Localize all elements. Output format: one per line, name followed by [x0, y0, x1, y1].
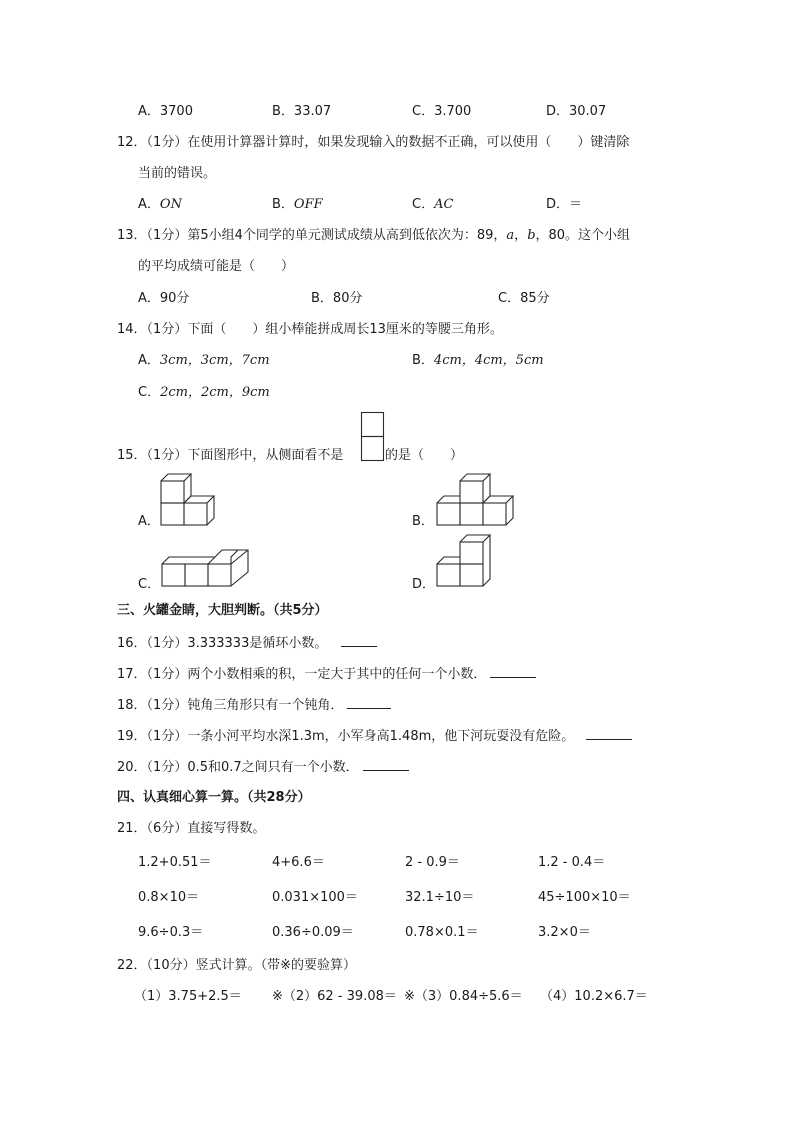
- q20-stem: 20．（1分）0.5和0.7之间只有一个小数．: [117, 758, 409, 777]
- q12-option-a: A．ON: [138, 197, 182, 212]
- q14-option-c: C．2cm，2cm，9cm: [138, 385, 270, 400]
- q16-stem: 16．（1分）3.333333是循环小数。: [117, 634, 377, 653]
- q22-item-4: （4）10.2×6.7＝: [540, 989, 648, 1004]
- q13-option-a: A．90分: [138, 291, 190, 306]
- q15-option-c-label: C．: [138, 577, 161, 592]
- q11-option-d: D．30.07: [546, 104, 607, 119]
- q22-item-3: ※（3）0.84÷5.6＝: [404, 989, 523, 1004]
- q22-item-1: （1）3.75+2.5＝: [134, 989, 242, 1004]
- q22-stem: 22．（10分）竖式计算。（带※的要验算）: [117, 958, 356, 973]
- q21-item: 0.78×0.1＝: [405, 925, 479, 940]
- q21-item: 1.2+0.51＝: [138, 855, 212, 870]
- q15-option-b-cubes: [436, 470, 516, 530]
- q12-stem-line1: 12．（1分）在使用计算器计算时，如果发现输入的数据不正确，可以使用（ ）键清除: [117, 135, 630, 150]
- q15-option-b-label: B．: [412, 514, 434, 529]
- q12-option-c: C．AC: [412, 197, 454, 212]
- q21-item: 9.6÷0.3＝: [138, 925, 204, 940]
- q21-item: 45÷100×10＝: [538, 890, 631, 905]
- q11-option-c: C．3.700: [412, 104, 472, 119]
- q15-option-d-label: D．: [412, 577, 436, 592]
- q14-stem: 14．（1分）下面（ ）组小棒能拼成周长13厘米的等腰三角形。: [117, 322, 503, 337]
- q17-answer-blank: [490, 665, 536, 678]
- q20-answer-blank: [363, 758, 409, 771]
- q21-item: 32.1÷10＝: [405, 890, 475, 905]
- q11-option-a: A．3700: [138, 104, 193, 119]
- q12-stem-line2: 当前的错误。: [138, 166, 217, 181]
- q19-stem: 19．（1分）一条小河平均水深1.3m，小军身高1.48m，他下河玩耍没有危险。: [117, 727, 632, 746]
- q21-item: 1.2 - 0.4＝: [538, 855, 606, 870]
- q21-item: 0.36÷0.09＝: [272, 925, 354, 940]
- q21-item: 0.031×100＝: [272, 890, 358, 905]
- q22-item-2: ※（2）62 - 39.08＝: [272, 989, 397, 1004]
- q14-option-b: B．4cm，4cm，5cm: [412, 353, 544, 368]
- q15-option-c-cubes: [160, 546, 255, 591]
- q21-item: 4+6.6＝: [272, 855, 325, 870]
- q15-option-a-cubes: [160, 470, 220, 530]
- q15-option-a-label: A．: [138, 514, 160, 529]
- q12-option-d: D．＝: [546, 197, 583, 212]
- q14-option-a: A．3cm，3cm，7cm: [138, 353, 270, 368]
- q11-option-b: B．33.07: [272, 104, 332, 119]
- q19-answer-blank: [586, 727, 632, 740]
- q16-answer-blank: [341, 634, 377, 647]
- section4-title: 四、认真细心算一算。（共28分）: [117, 790, 311, 805]
- q18-answer-blank: [347, 696, 391, 709]
- q15-option-d-cubes: [436, 534, 496, 594]
- q18-stem: 18．（1分）钝角三角形只有一个钝角．: [117, 696, 391, 715]
- q13-stem-line1: 13．（1分）第5小组4个同学的单元测试成绩从高到低依次为：89，a，b，80。这个小组: [117, 228, 631, 243]
- q21-item: 2 - 0.9＝: [405, 855, 460, 870]
- q15-stem-a: 15．（1分）下面图形中，从侧面看不是: [117, 448, 344, 463]
- q15-stem-b: 的是（ ）: [385, 448, 464, 463]
- q13-stem-line2: 的平均成绩可能是（ ）: [138, 259, 295, 274]
- q21-item: 3.2×0＝: [538, 925, 591, 940]
- side-view-reference-figure: [361, 412, 385, 462]
- q17-stem: 17．（1分）两个小数相乘的积，一定大于其中的任何一个小数．: [117, 665, 536, 684]
- q21-item: 0.8×10＝: [138, 890, 200, 905]
- q12-option-b: B．OFF: [272, 197, 323, 212]
- q13-option-c: C．85分: [498, 291, 550, 306]
- q21-stem: 21．（6分）直接写得数。: [117, 821, 266, 836]
- q13-option-b: B．80分: [311, 291, 363, 306]
- section3-title: 三、火罐金睛，大胆判断。（共5分）: [117, 603, 328, 618]
